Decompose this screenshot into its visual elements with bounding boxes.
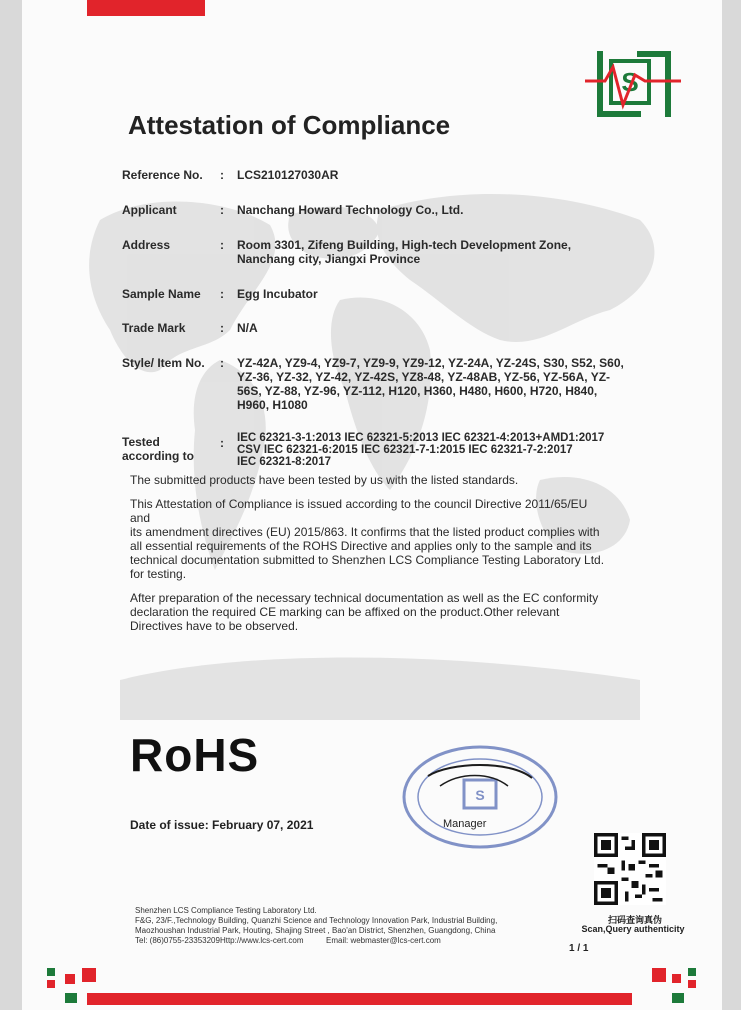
- svg-text:S: S: [621, 67, 639, 97]
- trade-mark: N/A: [237, 321, 258, 335]
- applicant-name: Nanchang Howard Technology Co., Ltd.: [237, 203, 464, 217]
- field-label: Sample Name: [122, 287, 201, 301]
- style-item-list: [237, 356, 632, 412]
- standards-list: [237, 432, 637, 468]
- field-colon: :: [220, 203, 224, 217]
- field-colon: :: [220, 321, 224, 335]
- field-label: Style/ Item No.: [122, 356, 205, 370]
- field-label: [122, 435, 212, 463]
- footer-email[interactable]: Email: webmaster@lcs-cert.com: [326, 936, 441, 945]
- approval-stamp: [400, 742, 560, 852]
- svg-text:S: S: [475, 787, 485, 803]
- paragraph-line: all essential requirements of the ROHS Directive and applies only to the sample and its: [130, 539, 592, 553]
- paragraph-line: After preparation of the necessary technical documentation as well as the EC conformity: [130, 591, 599, 605]
- style-line: YZ-36, YZ-32, YZ-42, YZ-42S, YZ8-48, YZ-48AB, YZ-56, YZ-56A, YZ-: [237, 370, 611, 384]
- rohs-mark: RoHS: [130, 729, 260, 781]
- footer-company: Shenzhen LCS Compliance Testing Laboratory Ltd.: [135, 906, 317, 915]
- paragraph-line: its amendment directives (EU) 2015/863. It confirms that the listed product complies with: [130, 525, 600, 539]
- tested-label-line: Tested: [122, 435, 160, 449]
- paragraph-line: declaration the required CE marking can be affixed on the product.Other relevant: [130, 605, 560, 619]
- standard-line: CSV IEC 62321-6:2015 IEC 62321-7-1:2015 IEC 62321-7-2:2017: [237, 444, 573, 456]
- style-line: YZ-42A, YZ9-4, YZ9-7, YZ9-9, YZ9-12, YZ-24A, YZ-24S, S30, S52, S60,: [237, 356, 624, 370]
- field-colon: :: [220, 287, 224, 301]
- statement-paragraphs: [130, 473, 610, 643]
- paragraph-line: This Attestation of Compliance is issued according to the council Directive 2011/65/EU and: [130, 497, 588, 525]
- footer: [135, 906, 575, 946]
- date-of-issue: Date of issue: February 07, 2021: [130, 818, 314, 832]
- address-line: Room 3301, Zifeng Building, High-tech Development Zone,: [237, 238, 572, 252]
- field-colon: :: [220, 436, 224, 450]
- field-label: Applicant: [122, 203, 177, 217]
- field-colon: :: [220, 168, 224, 182]
- footer-address-line: F&G, 23/F.,Technology Building, Quanzhi Science and Technology Innovation Park, Industrial Building,: [135, 916, 498, 925]
- standard-line: IEC 62321-3-1:2013 IEC 62321-5:2013 IEC 62321-4:2013+AMD1:2017: [237, 432, 605, 444]
- address-line: Nanchang city, Jiangxi Province: [237, 252, 421, 266]
- field-colon: :: [220, 356, 224, 370]
- bottom-red-bar: [87, 993, 632, 1005]
- top-red-bar: [87, 0, 205, 16]
- field-label: Trade Mark: [122, 321, 186, 335]
- footer-tel: Tel: (86)0755-23353209: [135, 936, 220, 945]
- qr-caption-cn: 扫码查询真伪: [607, 915, 662, 925]
- lcs-logo: [583, 45, 683, 123]
- qr-caption-en: Scan,Query authenticity: [581, 924, 685, 934]
- world-map-watermark: [40, 180, 690, 760]
- footer-contact: [135, 936, 575, 946]
- reference-number: LCS210127030AR: [237, 168, 339, 182]
- paragraph-ce-marking: [130, 591, 610, 633]
- paragraph-line: technical documentation submitted to Shenzhen LCS Compliance Testing Laboratory Ltd.: [130, 553, 605, 567]
- address-value: [237, 238, 632, 266]
- style-line: 56S, YZ-88, YZ-96, YZ-112, H120, H360, H480, H600, H720, H840,: [237, 384, 598, 398]
- field-label: Address: [122, 238, 171, 252]
- standard-line: IEC 62321-8:2017: [237, 456, 331, 468]
- page-number: 1 / 1: [569, 943, 589, 954]
- sample-name: Egg Incubator: [237, 287, 318, 301]
- paragraph-line: for testing.: [130, 567, 187, 581]
- field-colon: :: [220, 238, 224, 252]
- qr-code[interactable]: [594, 833, 666, 905]
- paragraph-tested: The submitted products have been tested by us with the listed standards.: [130, 473, 519, 487]
- footer-web[interactable]: Http://www.lcs-cert.com: [219, 936, 304, 945]
- footer-address-line: Maozhoushan Industrial Park, Houting, Shajing Street , Bao'an District, Shenzhen, Guangdong, China: [135, 926, 496, 935]
- field-label: Reference No.: [122, 168, 203, 182]
- tested-label-line: according to: [122, 449, 195, 463]
- style-line: H960, H1080: [237, 398, 308, 412]
- paragraph-directive: [130, 497, 610, 581]
- paragraph-line: Directives have to be observed.: [130, 619, 299, 633]
- document-title: Attestation of Compliance: [128, 110, 451, 140]
- manager-label: Manager: [443, 818, 487, 830]
